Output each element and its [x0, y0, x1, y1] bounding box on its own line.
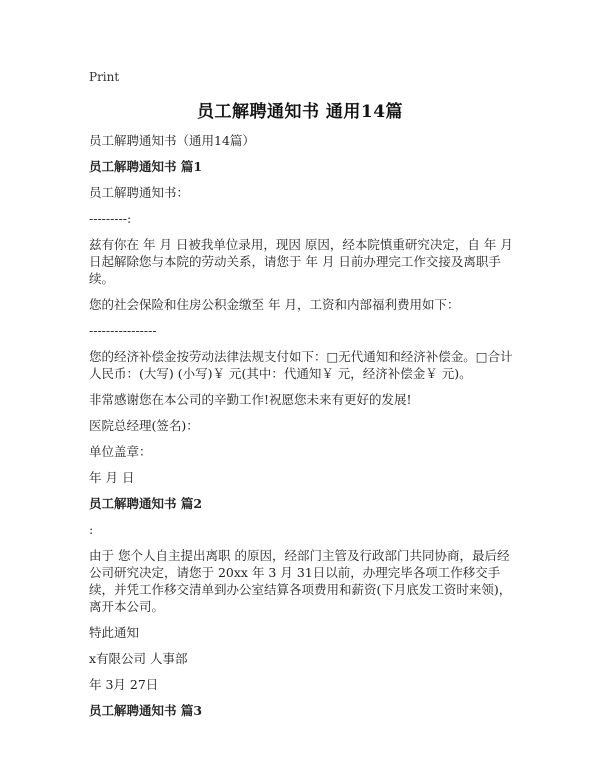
intro-line: 员工解聘通知书（通用14篇）: [89, 133, 255, 148]
paragraph-1-4: 非常感谢您在本公司的辛勤工作!祝愿您未来有更好的发展!: [89, 392, 412, 407]
blank-line-2: ----------------: [89, 323, 157, 338]
paragraph-1-3: 您的经济补偿金按劳动法律法规支付如下：□无代通知和经济补偿金。□合计人民币：(大写) (小写)￥ 元(其中：代通知￥ 元，经济补偿金￥ 元)。: [89, 349, 513, 381]
salutation-2: :: [89, 522, 94, 537]
date-line-1: 年 月 日: [89, 470, 135, 485]
blank-line-1: ---------:: [89, 211, 132, 226]
paragraph-1-2: 您的社会保险和住房公积金缴至 年 月，工资和内部福利费用如下：: [89, 297, 460, 312]
salutation-1: 员工解聘通知书：: [89, 185, 190, 200]
signer-line: 医院总经理(签名)：: [89, 418, 199, 433]
company-line: x有限公司 人事部: [89, 651, 188, 666]
section-heading-3: 员工解聘通知书 篇3: [89, 703, 203, 718]
section-heading-1: 员工解聘通知书 篇1: [89, 159, 203, 174]
section-heading-2: 员工解聘通知书 篇2: [89, 496, 203, 511]
notice-line: 特此通知: [89, 625, 140, 640]
document-body: [89, 132, 519, 728]
seal-line: 单位盖章：: [89, 444, 152, 459]
print-label: Print: [89, 70, 120, 84]
page-title: 员工解聘通知书 通用14篇: [196, 102, 404, 122]
date-line-2: 年 3月 27日: [89, 677, 159, 692]
paragraph-2-1: 由于 您个人自主提出离职 的原因，经部门主管及行政部门共同协商，最后经公司研究决定，请您于 20xx 年 3 月 31日以前，办理完毕各项工作移交手续，并凭工作移交清单到办公室结算各项费用和薪资(下月底发工资时来领)，离开本公司。: [89, 548, 512, 614]
paragraph-1-1: 兹有你在 年 月 日被我单位录用，现因 原因，经本院慎重研究决定，自 年 月 日起解除您与本院的劳动关系，请您于 年 月 日前办理完工作交接及离职手续。: [89, 237, 513, 286]
